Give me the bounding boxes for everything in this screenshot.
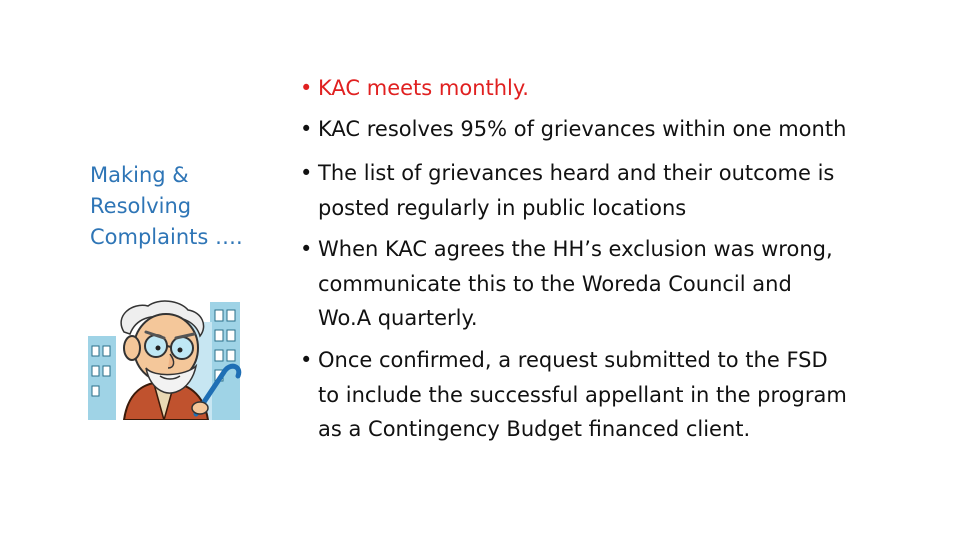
bullet-3-line-2: posted regularly in public locations [318, 195, 687, 220]
bullet-5-line-2: to include the successful appellant in the program [318, 382, 847, 407]
bullet-glyph: • [300, 117, 313, 141]
bullet-glyph: • [300, 161, 313, 185]
bullet-item-2 [300, 112, 920, 147]
bullet-item-5 [300, 343, 920, 447]
bullet-item-4 [300, 232, 920, 336]
section-title-line-1: Making & [90, 163, 189, 187]
bullet-5-line-1: Once confirmed, a request submitted to the FSD [318, 348, 828, 372]
bullet-5-line-3: as a Contingency Budget financed client. [318, 417, 751, 441]
bullet-glyph: • [300, 76, 313, 100]
section-title-line-2: Resolving [90, 194, 192, 218]
bullet-glyph: • [300, 237, 313, 261]
bullet-4-line-3: Wo.A quarterly. [318, 306, 478, 330]
bullet-4-line-2: communicate this to the Woreda Council and [318, 271, 792, 296]
bullet-glyph: • [300, 348, 313, 372]
bullet-2-line-1: KAC resolves 95% of grievances within one month [318, 117, 847, 141]
bullet-3-line-1: The list of grievances heard and their outcome is [318, 161, 835, 185]
bullet-item-1 [300, 71, 920, 106]
bullet-4-line-1: When KAC agrees the HH’s exclusion was wrong, [318, 237, 833, 261]
bullet-1-line-1: KAC meets monthly. [318, 76, 529, 100]
section-title-line-3: Complaints …. [90, 225, 243, 249]
bullet-item-3 [300, 156, 920, 225]
